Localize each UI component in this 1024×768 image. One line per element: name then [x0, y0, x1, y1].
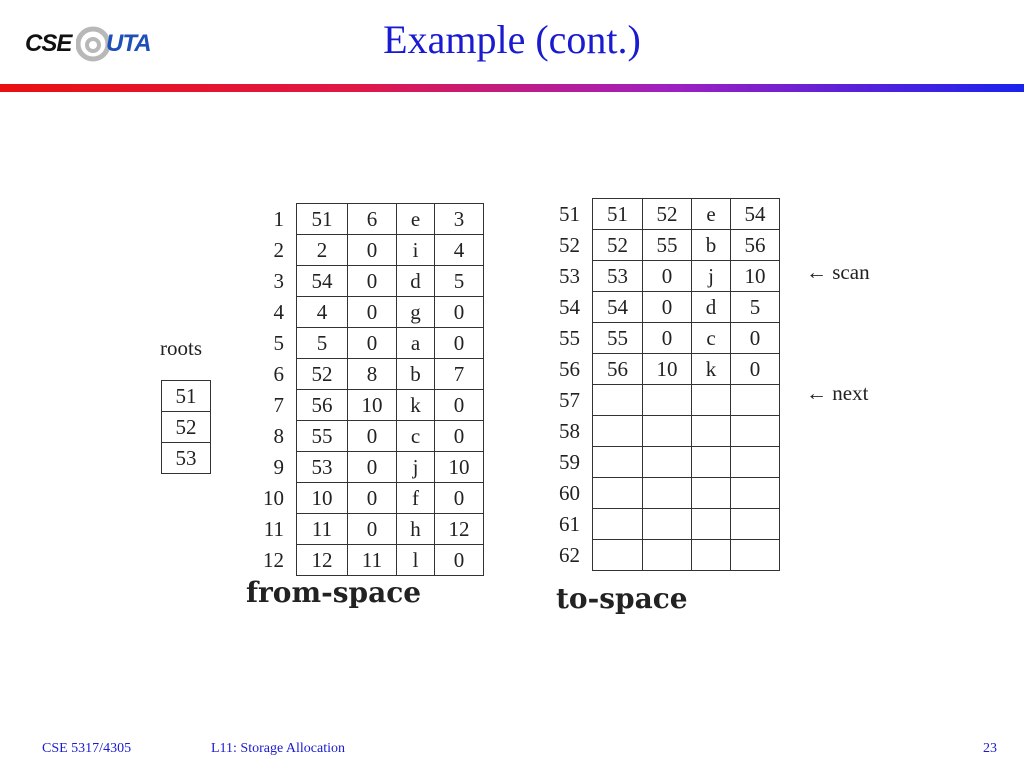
to-space-cell: e — [692, 199, 731, 230]
from-space-cell: 0 — [435, 390, 484, 421]
to-space-row — [540, 540, 780, 571]
to-space-cell — [731, 540, 780, 571]
from-space-cell: 7 — [435, 359, 484, 390]
to-space-row — [540, 385, 780, 416]
to-space-row — [540, 416, 780, 447]
to-space-address: 53 — [559, 263, 580, 288]
from-space-row — [244, 235, 484, 266]
from-space-address: 8 — [273, 423, 284, 448]
to-space-cell — [731, 385, 780, 416]
to-space-address: 57 — [559, 387, 580, 412]
to-space-row — [540, 323, 780, 354]
roots-row — [162, 381, 211, 412]
to-space-cell — [593, 509, 643, 540]
to-space-cell: 0 — [731, 323, 780, 354]
roots-row — [162, 443, 211, 474]
to-space-cell: 56 — [731, 230, 780, 261]
to-space-cell — [731, 509, 780, 540]
slide-title: Example (cont.) — [383, 17, 641, 62]
from-space-cell: j — [397, 452, 435, 483]
to-space-cell — [731, 447, 780, 478]
to-space-cell: 52 — [593, 230, 643, 261]
logo-cse-text: CSE — [25, 30, 72, 57]
from-space-row — [244, 421, 484, 452]
roots-row — [162, 412, 211, 443]
to-space-cell: 54 — [731, 199, 780, 230]
to-space-cell — [692, 478, 731, 509]
from-space-cell: b — [397, 359, 435, 390]
from-space-cell: 12 — [435, 514, 484, 545]
from-space-address: 11 — [263, 516, 284, 541]
from-space-cell: 0 — [348, 266, 397, 297]
to-space-cell — [692, 540, 731, 571]
next-pointer: ← next — [806, 381, 869, 405]
from-space-address: 7 — [273, 392, 284, 417]
to-space-address: 55 — [559, 325, 580, 350]
footer-lecture: L11: Storage Allocation — [211, 741, 346, 756]
from-space-cell: 10 — [435, 452, 484, 483]
from-space-cell: k — [397, 390, 435, 421]
from-space-cell: f — [397, 483, 435, 514]
to-space-row — [540, 199, 780, 230]
to-space-cell — [643, 385, 692, 416]
to-space-cell: 5 — [731, 292, 780, 323]
roots-label: roots — [160, 336, 202, 360]
to-space-row — [540, 230, 780, 261]
from-space-address: 12 — [263, 547, 284, 572]
to-space-cell — [643, 509, 692, 540]
to-space-cell — [731, 416, 780, 447]
roots-cell: 53 — [162, 443, 211, 474]
from-space-cell: 0 — [435, 421, 484, 452]
from-space-row — [244, 328, 484, 359]
to-space-address: 61 — [559, 511, 580, 536]
from-space-cell: 51 — [297, 204, 348, 235]
from-space-cell: 2 — [297, 235, 348, 266]
from-space-cell: e — [397, 204, 435, 235]
to-space-cell: b — [692, 230, 731, 261]
from-space-address: 9 — [273, 454, 284, 479]
from-space-cell: 0 — [435, 328, 484, 359]
from-space-cell: 0 — [348, 235, 397, 266]
to-space-address: 58 — [559, 418, 580, 443]
from-space-cell: 5 — [297, 328, 348, 359]
from-space-cell: h — [397, 514, 435, 545]
from-space-row — [244, 359, 484, 390]
to-space-row — [540, 354, 780, 385]
from-space-row — [244, 545, 484, 576]
to-space-cell: 51 — [593, 199, 643, 230]
to-space-cell: 52 — [643, 199, 692, 230]
from-space-cell: 0 — [435, 545, 484, 576]
from-space-cell: 6 — [348, 204, 397, 235]
from-space-cell: 0 — [348, 297, 397, 328]
from-space-cell: 0 — [348, 452, 397, 483]
roots-cell: 52 — [162, 412, 211, 443]
roots-cell: 51 — [162, 381, 211, 412]
from-space-cell: i — [397, 235, 435, 266]
to-space-cell: 54 — [593, 292, 643, 323]
to-space-cell: 10 — [643, 354, 692, 385]
from-space-cell: 0 — [348, 421, 397, 452]
to-space-cell: 10 — [731, 261, 780, 292]
from-space-cell: 0 — [435, 297, 484, 328]
from-space-cell: c — [397, 421, 435, 452]
footer-page-number: 23 — [983, 741, 997, 756]
scan-pointer: ← scan — [806, 260, 870, 284]
from-space-address: 4 — [273, 299, 284, 324]
to-space-table — [540, 198, 780, 571]
from-space-cell: 0 — [348, 514, 397, 545]
from-space-cell: 10 — [297, 483, 348, 514]
to-space-cell: 53 — [593, 261, 643, 292]
title-divider — [0, 84, 1024, 92]
from-space-address: 6 — [273, 361, 284, 386]
to-space-address: 54 — [559, 294, 580, 319]
to-space-row — [540, 478, 780, 509]
to-space-row — [540, 509, 780, 540]
from-space-row — [244, 297, 484, 328]
to-space-row — [540, 447, 780, 478]
from-space-cell: d — [397, 266, 435, 297]
to-space-cell — [643, 478, 692, 509]
to-space-cell: 55 — [643, 230, 692, 261]
from-space-cell: 3 — [435, 204, 484, 235]
from-space-cell: l — [397, 545, 435, 576]
from-space-address: 3 — [273, 268, 284, 293]
from-space-row — [244, 204, 484, 235]
from-space-row — [244, 483, 484, 514]
from-space-address: 2 — [273, 237, 284, 262]
to-space-row — [540, 292, 780, 323]
from-space-address: 1 — [273, 206, 284, 231]
to-space-cell — [593, 478, 643, 509]
to-space-cell — [692, 385, 731, 416]
to-space-cell: j — [692, 261, 731, 292]
from-space-address: 5 — [273, 330, 284, 355]
from-space-cell: 10 — [348, 390, 397, 421]
from-space-cell: 0 — [348, 328, 397, 359]
from-space-cell: 53 — [297, 452, 348, 483]
to-space-cell — [731, 478, 780, 509]
to-space-cell — [593, 416, 643, 447]
from-space-table — [244, 203, 484, 576]
from-space-cell: 55 — [297, 421, 348, 452]
from-space-cell: 11 — [348, 545, 397, 576]
to-space-cell: 56 — [593, 354, 643, 385]
from-space-cell: 4 — [297, 297, 348, 328]
to-space-cell: 0 — [731, 354, 780, 385]
to-space-cell: c — [692, 323, 731, 354]
to-space-cell — [692, 447, 731, 478]
from-space-row — [244, 452, 484, 483]
to-space-cell — [593, 540, 643, 571]
to-space-cell — [643, 540, 692, 571]
logo-uta-text: UTA — [106, 30, 151, 57]
to-space-cell: d — [692, 292, 731, 323]
roots-table — [161, 380, 211, 474]
from-space-cell: g — [397, 297, 435, 328]
to-space-caption: to-space — [556, 582, 688, 615]
to-space-cell: 0 — [643, 292, 692, 323]
to-space-cell: 55 — [593, 323, 643, 354]
from-space-row — [244, 390, 484, 421]
to-space-cell — [692, 416, 731, 447]
from-space-cell: 4 — [435, 235, 484, 266]
to-space-cell — [692, 509, 731, 540]
from-space-cell: 11 — [297, 514, 348, 545]
to-space-cell — [643, 447, 692, 478]
from-space-cell: 12 — [297, 545, 348, 576]
to-space-address: 56 — [559, 356, 580, 381]
from-space-row — [244, 514, 484, 545]
to-space-address: 51 — [559, 201, 580, 226]
from-space-cell: 5 — [435, 266, 484, 297]
from-space-cell: a — [397, 328, 435, 359]
to-space-address: 59 — [559, 449, 580, 474]
from-space-cell: 0 — [435, 483, 484, 514]
to-space-address: 60 — [559, 480, 580, 505]
footer-course: CSE 5317/4305 — [42, 741, 132, 756]
from-space-address: 10 — [263, 485, 284, 510]
to-space-cell — [593, 447, 643, 478]
to-space-address: 52 — [559, 232, 580, 257]
from-space-caption: from-space — [246, 576, 422, 609]
to-space-cell: 0 — [643, 261, 692, 292]
to-space-cell — [593, 385, 643, 416]
to-space-address: 62 — [559, 542, 580, 567]
from-space-cell: 56 — [297, 390, 348, 421]
from-space-cell: 8 — [348, 359, 397, 390]
from-space-cell: 54 — [297, 266, 348, 297]
to-space-cell: k — [692, 354, 731, 385]
to-space-row — [540, 261, 780, 292]
from-space-row — [244, 266, 484, 297]
to-space-cell: 0 — [643, 323, 692, 354]
from-space-cell: 0 — [348, 483, 397, 514]
to-space-cell — [643, 416, 692, 447]
from-space-cell: 52 — [297, 359, 348, 390]
